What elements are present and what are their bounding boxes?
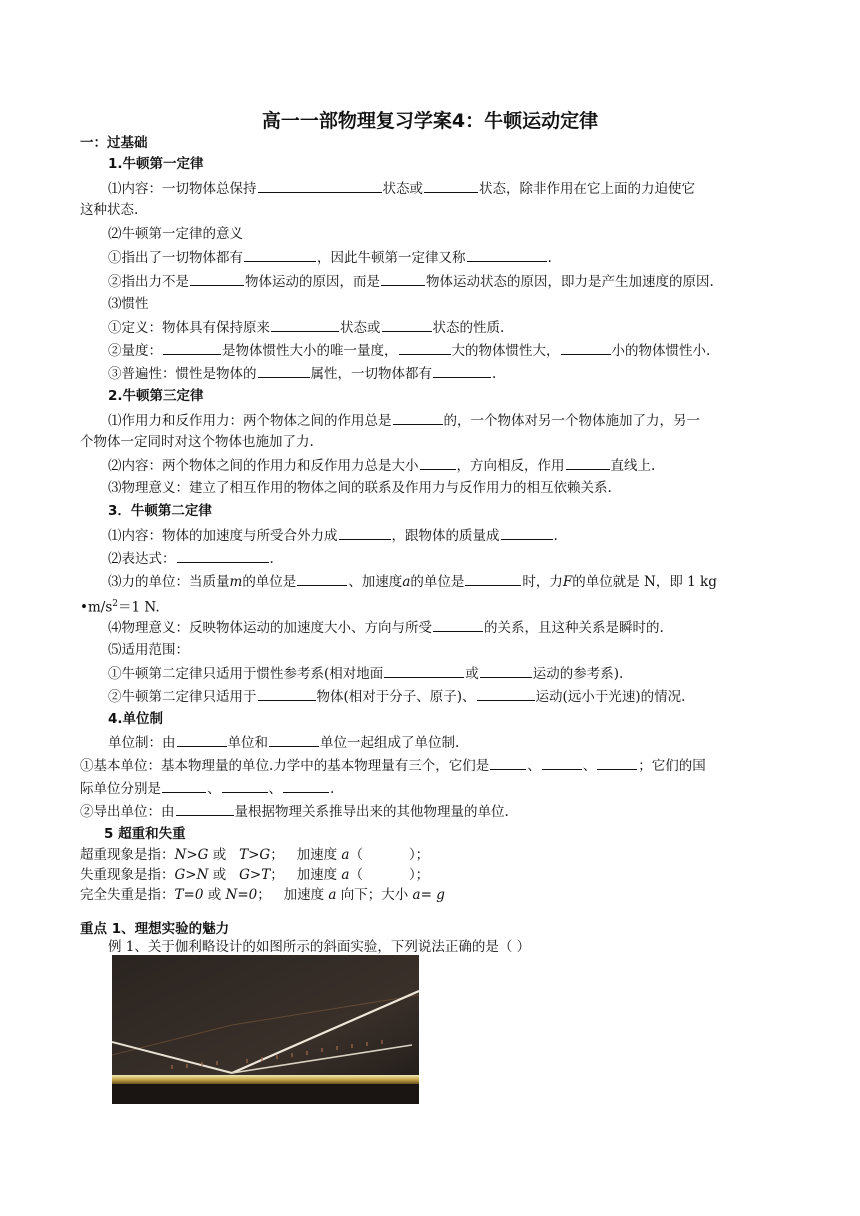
answer-blank[interactable] (269, 733, 319, 747)
text: ，跟物体的质量成 (391, 528, 500, 544)
text: 量根据物理关系推导出来的其他物理量的单位. (234, 804, 509, 820)
line-scope-1 (108, 664, 623, 683)
answer-blank[interactable] (283, 779, 329, 793)
line-inertia-def (108, 318, 504, 337)
text: 的关系，且这种关系是瞬时的. (484, 620, 664, 636)
answer-blank[interactable] (297, 572, 347, 586)
line-action-reaction (108, 411, 700, 430)
formula: T=0 (174, 887, 204, 903)
line-meaning-1 (108, 248, 552, 267)
text: . (330, 781, 335, 797)
answer-blank[interactable] (433, 618, 483, 632)
symbol-F: F (562, 574, 573, 590)
line-force-unit-cont (80, 595, 160, 617)
answer-blank[interactable] (490, 756, 526, 770)
line-inertia-universal (108, 364, 496, 383)
answer-blank[interactable] (258, 179, 382, 193)
answer-blank[interactable] (480, 664, 532, 678)
text: ⑴内容：物体的加速度与所受合外力成 (108, 528, 338, 544)
answer-blank[interactable] (381, 272, 425, 286)
text: ⑵牛顿第一定律的意义 (108, 226, 243, 242)
text: 状态或 (382, 181, 423, 197)
text: 、加速度 (348, 574, 403, 590)
answer-blank[interactable] (477, 687, 535, 701)
text: ③普遍性：惯性是物体的 (108, 366, 257, 382)
text: 的单位是 (242, 574, 297, 590)
text: 单位和 (227, 735, 268, 751)
text: 属性，一切物体都有 (310, 366, 432, 382)
text: 加速度 (296, 847, 338, 863)
text: ⑶物理意义：建立了相互作用的物体之间的联系及作用力与反作用力的相互依赖关系. (108, 480, 612, 496)
line-meaning-2 (108, 272, 714, 291)
answer-blank[interactable] (244, 248, 316, 262)
line-base-units (80, 756, 706, 775)
text: 个物体一定同时对这个物体也施加了力. (80, 434, 314, 450)
formula: G>T (239, 867, 271, 883)
answer-blank[interactable] (163, 341, 221, 355)
line-inertia-measure (108, 341, 710, 360)
answer-blank[interactable] (597, 756, 637, 770)
text: 或 (212, 867, 227, 883)
answer-blank[interactable] (177, 733, 227, 747)
line-weightloss (80, 866, 429, 884)
text: 、 (268, 781, 282, 797)
answer-blank[interactable] (501, 526, 553, 540)
text: ）； (408, 867, 430, 883)
answer-blank[interactable] (542, 756, 582, 770)
text: 状态，除非作用在它上面的力迫使它 (479, 181, 695, 197)
answer-blank[interactable] (190, 272, 244, 286)
text: ⑴内容：一切物体总保持 (108, 181, 257, 197)
symbol-a: a (341, 867, 350, 883)
line-content-first-law (108, 179, 695, 198)
formula: N=0 (225, 887, 258, 903)
answer-blank[interactable] (424, 179, 478, 193)
text: 向下；大小 (340, 887, 409, 903)
answer-blank[interactable] (382, 318, 432, 332)
heading-unit-system: 4.单位制 (108, 711, 164, 727)
superscript: 2 (112, 599, 118, 609)
text: ②导出单位：由 (80, 804, 175, 820)
text: ②指出力不是 (108, 274, 189, 290)
example-1-question: 例 1、关于伽利略设计的如图所示的斜面实验，下列说法正确的是（ ） (108, 939, 531, 955)
text: ⑷物理意义：反映物体运动的加速度大小、方向与所受 (108, 620, 432, 636)
answer-blank[interactable] (433, 364, 491, 378)
text: 失重现象是指： (80, 867, 175, 883)
text: 时，力 (522, 574, 563, 590)
text: ，因此牛顿第一定律又称 (317, 250, 466, 266)
text: 运动的参考系). (532, 666, 624, 682)
text: ①指出了一切物体都有 (108, 250, 243, 266)
text: 小的物体惯性小. (611, 343, 711, 359)
section-heading-basics: 一：过基础 (80, 135, 148, 151)
text: ）； (408, 847, 430, 863)
text: ②量度： (108, 343, 162, 359)
answer-blank[interactable] (384, 664, 464, 678)
text: 或 (207, 887, 222, 903)
text: ； (257, 887, 271, 903)
answer-blank[interactable] (177, 549, 269, 563)
line-base-units-cont (80, 779, 334, 798)
inclined-plane-photo (112, 955, 419, 1104)
answer-blank[interactable] (566, 456, 610, 470)
heading-newton-second-law: 3．牛顿第二定律 (108, 503, 212, 519)
text: . (547, 250, 552, 266)
symbol-a: a (341, 847, 350, 863)
text: . (492, 366, 497, 382)
text: （ (349, 867, 363, 883)
text: 的单位是 (410, 574, 465, 590)
text: ⑶力的单位：当质量 (108, 574, 230, 590)
text: 物体运动状态的原因，即力是产生加速度的原因. (426, 274, 714, 290)
answer-blank[interactable] (222, 779, 268, 793)
answer-blank[interactable] (393, 411, 443, 425)
text: 加速度 (283, 887, 325, 903)
text: 物体运动的原因，而是 (245, 274, 380, 290)
heading-newton-first-law: 1.牛顿第一定律 (108, 156, 204, 172)
answer-blank[interactable] (420, 456, 456, 470)
text: ⑸适用范围： (108, 642, 189, 658)
line-second-law-content (108, 526, 558, 545)
line-force-unit (108, 572, 717, 591)
symbol-a: a (328, 887, 337, 903)
text: 或 (465, 666, 479, 682)
answer-blank[interactable] (258, 687, 316, 701)
formula: T>G (239, 847, 271, 863)
formula: N>G (174, 847, 209, 863)
text: ②牛顿第二定律只适用于 (108, 689, 257, 705)
text: 直线上. (610, 458, 656, 474)
text: . (553, 528, 558, 544)
answer-blank[interactable] (467, 248, 547, 262)
text: 际单位分别是 (80, 781, 161, 797)
text: ⑶惯性 (108, 296, 149, 312)
text: 完全失重是指： (80, 887, 175, 903)
text: 的单位就是 N，即 1 kg (572, 574, 717, 590)
page-title: 高一一部物理复习学案4：牛顿运动定律 (261, 110, 599, 132)
text: . (269, 551, 274, 567)
text: ⑴作用力和反作用力：两个物体之间的作用总是 (108, 413, 392, 429)
text: 加速度 (296, 867, 338, 883)
line-weightless (80, 886, 445, 904)
text: ⑵内容：两个物体之间的作用力和反作用力总是大小 (108, 458, 419, 474)
answer-blank[interactable] (271, 318, 339, 332)
answer-blank[interactable] (399, 341, 451, 355)
answer-blank[interactable] (162, 779, 206, 793)
text: 、 (207, 781, 221, 797)
text: 状态或 (340, 320, 381, 336)
text: 这种状态. (80, 202, 139, 218)
line-derived-units (80, 802, 509, 821)
line-expression (108, 549, 274, 568)
answer-blank[interactable] (339, 526, 391, 540)
line-physical-meaning (108, 618, 664, 637)
text: 、 (527, 758, 541, 774)
text: 单位一起组成了单位制. (320, 735, 460, 751)
text: 、 (582, 758, 597, 774)
text: 超重现象是指： (80, 847, 175, 863)
text: 大的物体惯性大， (451, 343, 560, 359)
text: 状态的性质. (432, 320, 505, 336)
text: ，方向相反，作用 (456, 458, 565, 474)
line-scope-2 (108, 687, 685, 706)
text: ； (270, 867, 284, 883)
answer-blank[interactable] (176, 802, 234, 816)
text: ；它们的国 (638, 758, 706, 774)
line-third-law-content (108, 456, 655, 475)
text: 运动(远小于光速)的情况. (535, 689, 686, 705)
answer-blank[interactable] (258, 364, 310, 378)
heading-key-point-1: 重点 1、理想实验的魅力 (80, 921, 230, 937)
symbol-m: m (229, 574, 243, 590)
formula: G>N (174, 867, 209, 883)
text: ①定义：物体具有保持原来 (108, 320, 270, 336)
formula: a= g (412, 887, 445, 903)
text: ＝1 N. (117, 599, 160, 616)
text: 的，一个物体对另一个物体施加了力，另一 (443, 413, 700, 429)
answer-blank[interactable] (561, 341, 611, 355)
text: ； (270, 847, 284, 863)
text: ①基本单位：基本物理量的单位.力学中的基本物理量有三个，它们是 (80, 758, 490, 774)
heading-overweight: 5 超重和失重 (104, 826, 186, 842)
text: 或 (212, 847, 227, 863)
text: ⑵表达式： (108, 551, 176, 567)
answer-blank[interactable] (465, 572, 521, 586)
heading-newton-third-law: 2.牛顿第三定律 (108, 388, 204, 404)
text: （ (349, 847, 363, 863)
symbol-a: a (402, 574, 411, 590)
text: 物体(相对于分子、原子)、 (316, 689, 476, 705)
text: 是物体惯性大小的唯一量度， (222, 343, 398, 359)
text: ①牛顿第二定律只适用于惯性参考系(相对地面 (108, 666, 384, 682)
line-unit-system (108, 733, 459, 752)
text: •m/s (80, 599, 113, 616)
text: 单位制：由 (108, 735, 176, 751)
line-overweight (80, 846, 429, 864)
